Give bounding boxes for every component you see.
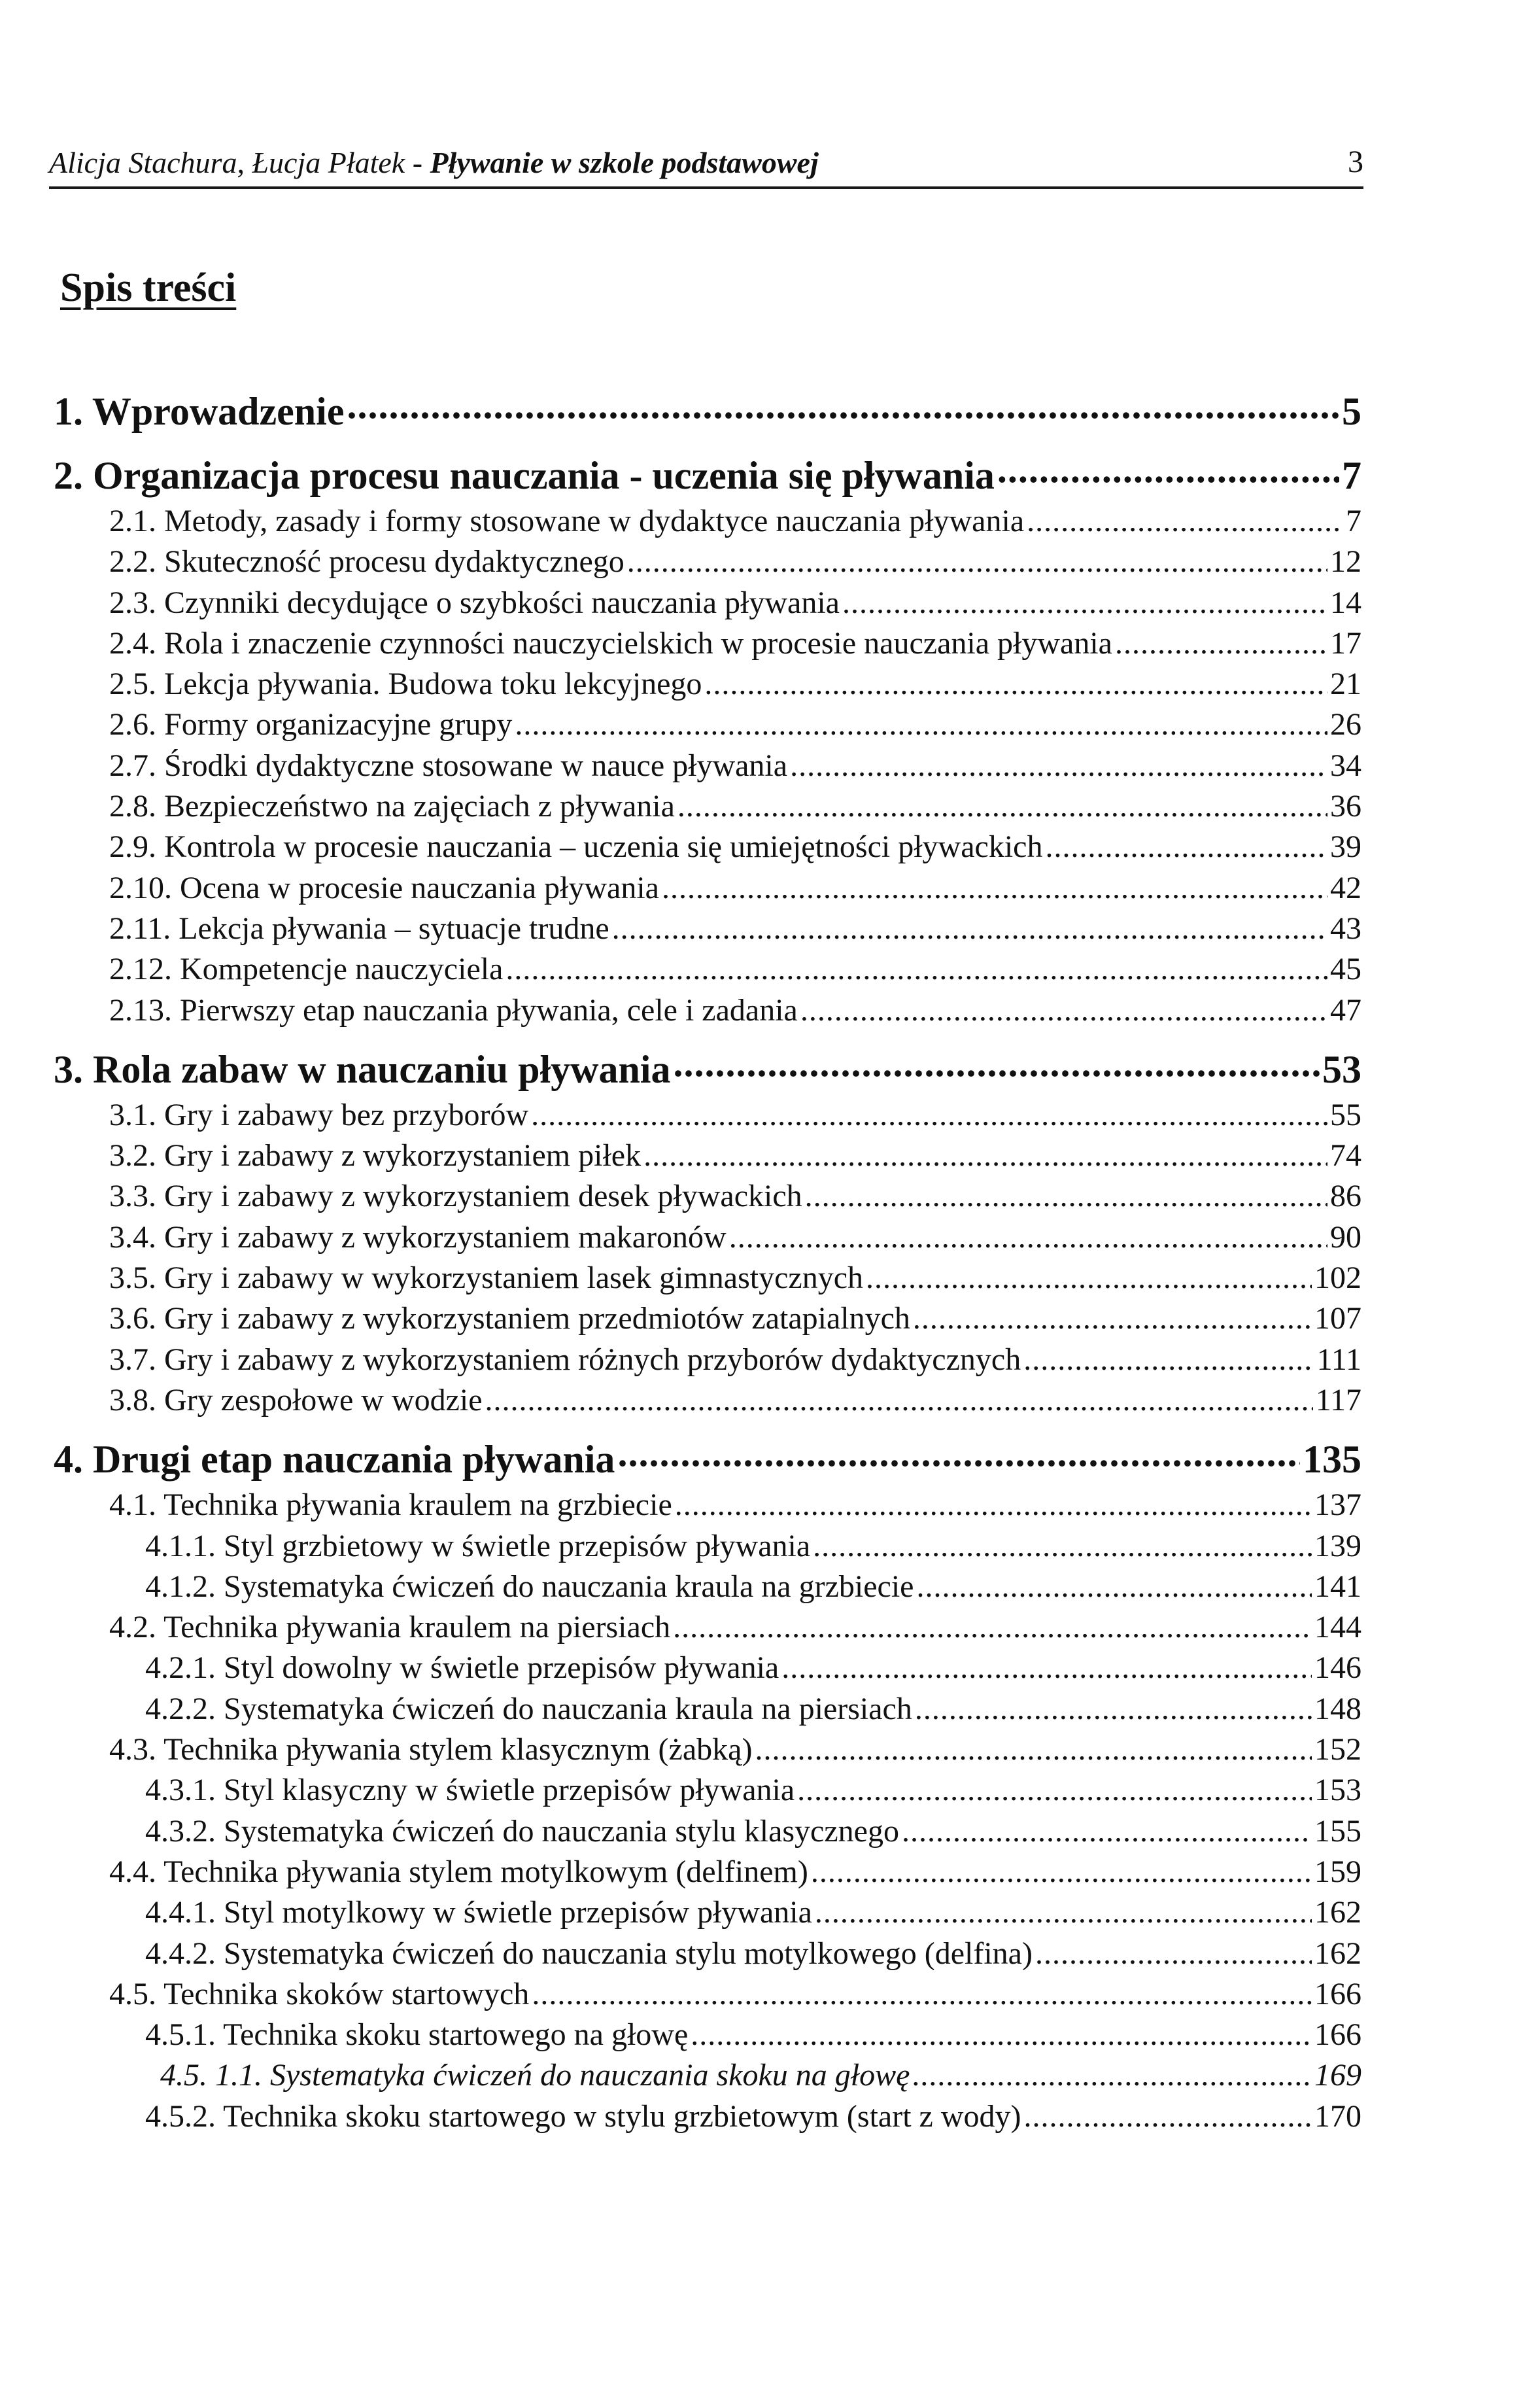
toc-entry-page: 17 <box>1330 625 1361 661</box>
toc-entry-page: 152 <box>1314 1732 1361 1767</box>
toc-dot-leader <box>704 664 1327 704</box>
toc-entry-title: 4.4.1. Styl motylkowy w świetle przepisów pływania <box>145 1895 812 1930</box>
toc-entry-title: 4.5.2. Technika skoku startowego w stylu grzbietowym (start z wody) <box>145 2098 1021 2134</box>
toc-dot-leader <box>1115 623 1327 664</box>
toc-dot-leader <box>1023 1340 1314 1380</box>
toc-entry-title: 2.5. Lekcja pływania. Budowa toku lekcyjnego <box>109 667 702 702</box>
toc-entry <box>54 704 1361 745</box>
toc-entry-title: 4.1.1. Styl grzbietowy w świetle przepisów pływania <box>145 1528 811 1563</box>
toc-entry-page: 166 <box>1314 1976 1361 2011</box>
table-of-contents <box>54 386 1361 2137</box>
toc-entry <box>54 2055 1361 2096</box>
toc-dot-leader <box>515 704 1327 745</box>
toc-chapter-entry <box>54 386 1361 437</box>
toc-entry <box>54 1852 1361 1892</box>
toc-entry-title: 3.4. Gry i zabawy z wykorzystaniem makaronów <box>109 1219 727 1255</box>
toc-dot-leader <box>729 1217 1327 1258</box>
toc-entry-title: 3.5. Gry i zabawy w wykorzystaniem lasek gimnastycznych <box>109 1260 864 1296</box>
toc-entry-page: 74 <box>1330 1138 1361 1173</box>
toc-entry <box>54 1934 1361 1974</box>
toc-dot-leader <box>1024 2096 1312 2137</box>
toc-entry-title: 3.3. Gry i zabawy z wykorzystaniem desek pływackich <box>109 1179 802 1214</box>
toc-entry-title: 4.2.1. Styl dowolny w świetle przepisów pływania <box>145 1650 779 1686</box>
toc-entry-page: 170 <box>1314 2098 1361 2134</box>
toc-dot-leader <box>617 1421 1300 1485</box>
toc-dot-leader <box>912 2055 1312 2096</box>
toc-entry-title: 2.9. Kontrola w procesie nauczania – uczenia się umiejętności pływackich <box>109 829 1043 865</box>
toc-entry-title: 3.8. Gry zespołowe w wodzie <box>109 1382 483 1417</box>
toc-entry-page: 166 <box>1314 2017 1361 2053</box>
toc-entry-page: 169 <box>1314 2058 1361 2093</box>
toc-dot-leader <box>1027 501 1343 542</box>
header-authors: Alicja Stachura, Łucja Płatek - <box>49 146 430 179</box>
toc-entry <box>54 1892 1361 1933</box>
toc-entry-page: 137 <box>1314 1487 1361 1523</box>
toc-dot-leader <box>755 1729 1312 1770</box>
toc-dot-leader <box>997 437 1339 501</box>
toc-entry <box>54 1567 1361 1607</box>
toc-entry-title: 4.1.2. Systematyka ćwiczeń do nauczania kraula na grzbiecie <box>145 1569 914 1604</box>
toc-entry <box>54 623 1361 664</box>
toc-dot-leader <box>913 1298 1312 1339</box>
toc-entry-title: 3.6. Gry i zabawy z wykorzystaniem przedmiotów zatapialnych <box>109 1301 910 1336</box>
toc-entry <box>54 1298 1361 1339</box>
toc-dot-leader <box>815 1892 1312 1933</box>
toc-dot-leader <box>800 990 1327 1031</box>
toc-entry-title: 3. Rola zabaw w nauczaniu pływania <box>54 1047 671 1091</box>
toc-entry-title: 3.2. Gry i zabawy z wykorzystaniem piłek <box>109 1138 642 1173</box>
toc-dot-leader <box>842 583 1327 623</box>
toc-dot-leader <box>916 1567 1312 1607</box>
toc-dot-leader <box>1035 1934 1312 1974</box>
toc-dot-leader <box>781 1648 1312 1688</box>
toc-entry-page: 43 <box>1330 911 1361 946</box>
toc-dot-leader <box>790 746 1327 786</box>
toc-entry-title: 4.3. Technika pływania stylem klasycznym (żabką) <box>109 1732 753 1767</box>
toc-dot-leader <box>485 1380 1313 1421</box>
toc-entry-title: 4.5. Technika skoków startowych <box>109 1976 530 2011</box>
toc-entry <box>54 990 1361 1031</box>
toc-entry <box>54 909 1361 949</box>
toc-dot-leader <box>662 868 1327 909</box>
toc-dot-leader <box>532 1974 1312 2015</box>
toc-entry <box>54 868 1361 909</box>
toc-entry <box>54 664 1361 704</box>
toc-entry <box>54 1811 1361 1852</box>
toc-entry <box>54 1136 1361 1176</box>
toc-dot-leader <box>677 786 1327 827</box>
toc-entry-title: 2.10. Ocena w procesie nauczania pływania <box>109 870 659 905</box>
toc-entry <box>54 1258 1361 1298</box>
toc-entry-title: 4.2.2. Systematyka ćwiczeń do nauczania kraula na piersiach <box>145 1691 912 1726</box>
toc-entry <box>54 1526 1361 1567</box>
toc-entry-page: 7 <box>1342 454 1361 497</box>
toc-entry <box>54 2015 1361 2055</box>
toc-entry-page: 36 <box>1330 789 1361 824</box>
toc-entry-title: 2.11. Lekcja pływania – sytuacje trudne <box>109 911 609 946</box>
toc-entry <box>54 1689 1361 1729</box>
toc-dot-leader <box>612 909 1327 949</box>
toc-entry <box>54 827 1361 867</box>
toc-entry-title: 2.3. Czynniki decydujące o szybkości nauczania pływania <box>109 585 840 620</box>
toc-entry-title: 4.1. Technika pływania kraulem na grzbiecie <box>109 1487 672 1523</box>
toc-dot-leader <box>627 542 1327 582</box>
toc-entry-page: 14 <box>1330 585 1361 620</box>
toc-entry <box>54 746 1361 786</box>
toc-entry <box>54 542 1361 582</box>
toc-entry-page: 12 <box>1330 544 1361 580</box>
running-header <box>49 141 1363 189</box>
toc-chapter-entry <box>54 1031 1361 1095</box>
toc-entry-page: 45 <box>1330 952 1361 987</box>
toc-dot-leader <box>1045 827 1327 867</box>
toc-dot-leader <box>813 1526 1312 1567</box>
toc-entry-title: 3.1. Gry i zabawy bez przyborów <box>109 1097 529 1132</box>
toc-dot-leader <box>811 1852 1312 1892</box>
toc-entry-title: 1. Wprowadzenie <box>54 390 345 433</box>
toc-entry-page: 47 <box>1330 992 1361 1028</box>
toc-entry <box>54 949 1361 990</box>
toc-dot-leader <box>347 373 1339 437</box>
toc-entry-page: 107 <box>1314 1301 1361 1336</box>
toc-dot-leader <box>915 1689 1312 1729</box>
toc-dot-leader <box>505 949 1327 990</box>
toc-entry-title: 4. Drugi etap nauczania pływania <box>54 1438 615 1482</box>
toc-chapter-entry <box>54 437 1361 501</box>
toc-entry <box>54 1648 1361 1688</box>
toc-entry-page: 102 <box>1314 1260 1361 1296</box>
toc-entry-title: 2.4. Rola i znaczenie czynności nauczycielskich w procesie nauczania pływania <box>109 625 1112 661</box>
toc-entry-page: 153 <box>1314 1773 1361 1808</box>
toc-entry-page: 146 <box>1314 1650 1361 1686</box>
toc-dot-leader <box>691 2015 1312 2055</box>
toc-dot-leader <box>643 1136 1327 1176</box>
toc-entry-page: 162 <box>1314 1936 1361 1971</box>
toc-entry-page: 5 <box>1342 390 1361 433</box>
toc-entry-title: 4.5.1. Technika skoku startowego na głowę <box>145 2017 689 2053</box>
toc-entry <box>54 501 1361 542</box>
toc-entry <box>54 1485 1361 1525</box>
toc-entry-page: 53 <box>1322 1047 1361 1091</box>
toc-entry-page: 117 <box>1315 1382 1361 1417</box>
toc-dot-leader <box>902 1811 1312 1852</box>
toc-entry-page: 21 <box>1330 667 1361 702</box>
toc-entry-page: 141 <box>1314 1569 1361 1604</box>
toc-entry-title: 2.13. Pierwszy etap nauczania pływania, cele i zadania <box>109 992 798 1028</box>
page-number: 3 <box>1348 145 1363 179</box>
toc-dot-leader <box>673 1031 1320 1095</box>
toc-entry-title: 2.12. Kompetencje nauczyciela <box>109 952 504 987</box>
toc-entry-title: 2.6. Formy organizacyjne grupy <box>109 707 513 742</box>
toc-entry-page: 159 <box>1314 1854 1361 1889</box>
toc-entry-title: 4.3.1. Styl klasyczny w świetle przepisów pływania <box>145 1773 795 1808</box>
toc-entry-title: 4.4.2. Systematyka ćwiczeń do nauczania stylu motylkowego (delfina) <box>145 1936 1033 1971</box>
toc-entry-page: 34 <box>1330 748 1361 783</box>
toc-dot-leader <box>797 1770 1312 1811</box>
header-book-title: Pływanie w szkole podstawowej <box>430 146 819 179</box>
toc-entry-title: 2.8. Bezpieczeństwo na zajęciach z pływania <box>109 789 675 824</box>
toc-entry-title: 3.7. Gry i zabawy z wykorzystaniem różnych przyborów dydaktycznych <box>109 1342 1021 1377</box>
toc-entry-page: 42 <box>1330 870 1361 905</box>
toc-dot-leader <box>531 1095 1327 1136</box>
toc-heading: Spis treści <box>60 266 237 310</box>
toc-entry <box>54 1770 1361 1811</box>
toc-entry-title: 2.1. Metody, zasady i formy stosowane w dydaktyce nauczania pływania <box>109 504 1025 538</box>
toc-entry-page: 139 <box>1314 1528 1361 1563</box>
toc-entry <box>54 1729 1361 1770</box>
toc-entry <box>54 1340 1361 1380</box>
toc-chapter-entry <box>54 1421 1361 1485</box>
toc-entry-page: 26 <box>1330 707 1361 742</box>
toc-entry-title: 4.4. Technika pływania stylem motylkowym (delfinem) <box>109 1854 808 1889</box>
toc-dot-leader <box>866 1258 1312 1298</box>
toc-entry-title: 2.7. Środki dydaktyczne stosowane w nauce pływania <box>109 748 788 783</box>
toc-entry-page: 39 <box>1330 829 1361 865</box>
toc-entry <box>54 1217 1361 1258</box>
toc-entry-title: 2.2. Skuteczność procesu dydaktycznego <box>109 544 625 580</box>
toc-entry <box>54 786 1361 827</box>
toc-entry-title: 4.5. 1.1. Systematyka ćwiczeń do nauczania skoku na głowę <box>160 2058 910 2093</box>
toc-entry-page: 135 <box>1303 1438 1361 1482</box>
toc-entry <box>54 1095 1361 1136</box>
toc-dot-leader <box>675 1485 1312 1525</box>
toc-entry-title: 4.3.2. Systematyka ćwiczeń do nauczania stylu klasycznego <box>145 1813 899 1849</box>
toc-entry-page: 144 <box>1314 1610 1361 1645</box>
toc-entry-page: 55 <box>1330 1097 1361 1132</box>
toc-entry <box>54 1974 1361 2015</box>
toc-dot-leader <box>805 1176 1327 1217</box>
toc-entry-page: 86 <box>1330 1179 1361 1214</box>
toc-entry <box>54 1176 1361 1217</box>
toc-entry-page: 111 <box>1316 1342 1361 1377</box>
header-citation <box>49 145 819 180</box>
toc-entry-page: 7 <box>1346 504 1361 538</box>
toc-entry-title: 4.2. Technika pływania kraulem na piersiach <box>109 1610 671 1645</box>
toc-dot-leader <box>673 1607 1312 1648</box>
toc-entry <box>54 1607 1361 1648</box>
toc-entry-page: 155 <box>1314 1813 1361 1849</box>
toc-entry <box>54 1380 1361 1421</box>
toc-entry-page: 148 <box>1314 1691 1361 1726</box>
toc-entry <box>54 583 1361 623</box>
toc-entry-page: 162 <box>1314 1895 1361 1930</box>
toc-entry-page: 90 <box>1330 1219 1361 1255</box>
toc-entry <box>54 2096 1361 2137</box>
toc-entry-title: 2. Organizacja procesu nauczania - uczenia się pływania <box>54 454 995 497</box>
